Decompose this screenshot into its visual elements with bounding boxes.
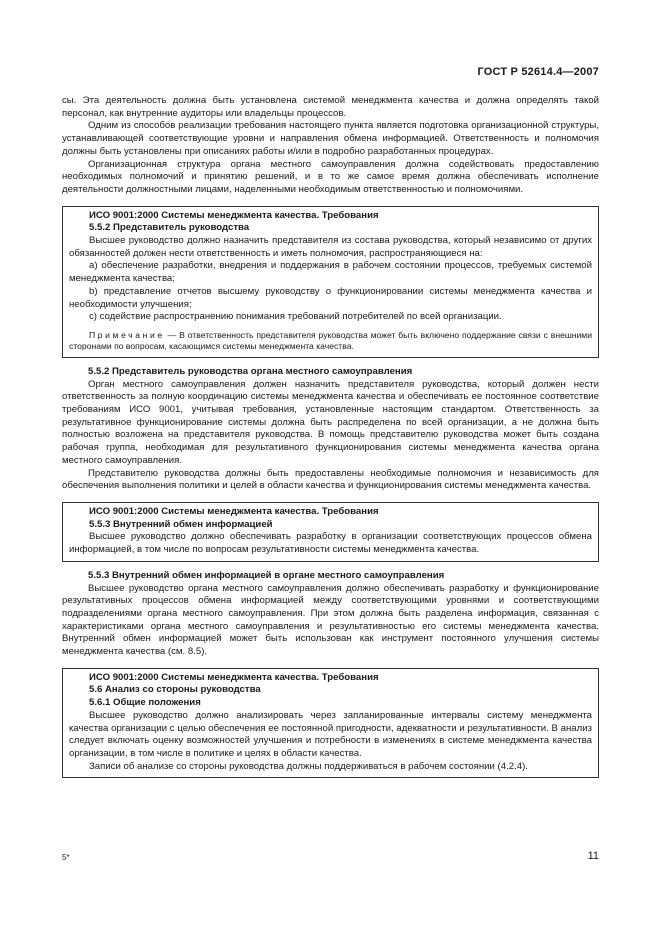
sheet-mark: 5* [62,853,70,862]
iso-quote-box-5-5-3 [62,502,599,562]
section-heading-5-5-3: 5.5.3 Внутренний обмен информацией в органе местного самоуправления [88,569,445,581]
iso-standard-title: ИСО 9001:2000 Системы менеджмента качества. Требования [89,505,379,517]
page-content [62,95,599,786]
clause-title: 5.5.2 Представитель руководства [89,222,250,234]
intro-paragraph-1: сы. Эта деятельность должна быть установлена системой менеджмента качества и должна определять такой персонал, как внутренние аудиторы или владельцы процессов. [62,95,599,119]
clause-title: 5.6 Анализ со стороны руководства [89,684,261,696]
iso-quote-box-5-6 [62,668,599,779]
iso-standard-title: ИСО 9001:2000 Системы менеджмента качества. Требования [89,209,379,221]
iso-standard-title: ИСО 9001:2000 Системы менеджмента качества. Требования [89,671,379,683]
box-paragraph: Высшее руководство должно обеспечивать разработку в организации соответствующих процессов обмена информацией, в том числе по вопросам результативности системы менеджмента качества. [69,531,592,556]
subclause-title: 5.6.1 Общие положения [89,697,201,709]
box-note [69,330,592,353]
intro-paragraph-2: Одним из способов реализации требования настоящего пункта является подготовка организационной структуры, устанавливающей соответствующие уровни и направления обмена информацией. Ответственность и полномочия должны быть установлены при описаниях работы и/или в подробно разработанных процедурах. [62,120,599,157]
iso-quote-box-5-5-2 [62,206,599,358]
section-paragraph: Представителю руководства должны быть предоставлены необходимые полномочия и независимость для обеспечения выполнения политики и целей в области качества и функционирования системы менеджмента качества. [62,467,599,492]
page-number: 11 [587,850,599,862]
section-paragraph: Орган местного самоуправления должен назначить представителя руководства, который должен нести ответственность за полную координацию системы менеджмента качества и обеспечивать ее постоянное соответствие требованиям ИСО 9001, учитывая требования, установленные настоящим стандартом. Ответственность за результативное функционирование системы должна быть распределена по всей организации, а не должна быть полностью возложена на представителя руководства. В помощь представителю руководства может быть создана рабочая группа, необходимая для результативного функционирования системы менеджмента качества органа местного самоуправления. [62,378,599,466]
note-label: Примечание [89,329,165,340]
box-list-item-c: c) содействие распространению понимания требований потребителей по всей организации. [89,311,502,323]
section-heading-5-5-2: 5.5.2 Представитель руководства органа местного самоуправления [88,365,413,377]
box-paragraph: Высшее руководство должно анализировать через запланированные интервалы систему менеджмента качества организации с целью обеспечения ее постоянной пригодности, адекватности и результативности. В анализ следует включать оценку возможностей улучшения и потребности в изменениях в системе менеджмента качества организации, в том числе в политике и целях в области качества. [69,709,592,759]
clause-title: 5.5.3 Внутренний обмен информацией [89,518,273,530]
box-list-item-a: a) обеспечение разработки, внедрения и поддержания в рабочем состоянии процессов, требуемых системой менеджмента качества; [69,260,592,285]
section-paragraph: Высшее руководство органа местного самоуправления должно обеспечивать разработку и функционирование результативных процессов обмена информацией между соответствующими уровнями и соответствующими подразделениями органа местного самоуправления. При этом должна быть разделена информация, связанная с характеристиками органа местного самоуправления и результативностью его системы менеджмента качества. Внутренний обмен информацией может быть использован как инструмент постоянного улучшения системы менеджмента качества (см. 8.5). [62,582,599,658]
box-paragraph: Записи об анализе со стороны руководства должны поддерживаться в рабочем состоянии (4.2.4). [89,760,528,772]
box-list-item-b: b) представление отчетов высшему руководству о функционировании системы менеджмента качества и необходимости улучшения; [69,285,592,310]
note-text: — В ответственность представителя руководства может быть включено поддержание связи с внешними сторонами по вопросам, касающимся системы менеджмента качества. [69,329,592,352]
document-code: ГОСТ Р 52614.4—2007 [477,66,599,78]
intro-paragraph-3: Организационная структура органа местного самоуправления должна содействовать предоставлению необходимых полномочий и принятию решений, и в то же самое время должна обеспечивать исполнение деятельности должностными лицами, наделенными необходимым ответственностью и полномочиями. [62,158,599,195]
box-paragraph: Высшее руководство должно назначить представителя из состава руководства, который независимо от других обязанностей должен нести ответственность и иметь полномочия, распространяющиеся на: [69,235,592,259]
